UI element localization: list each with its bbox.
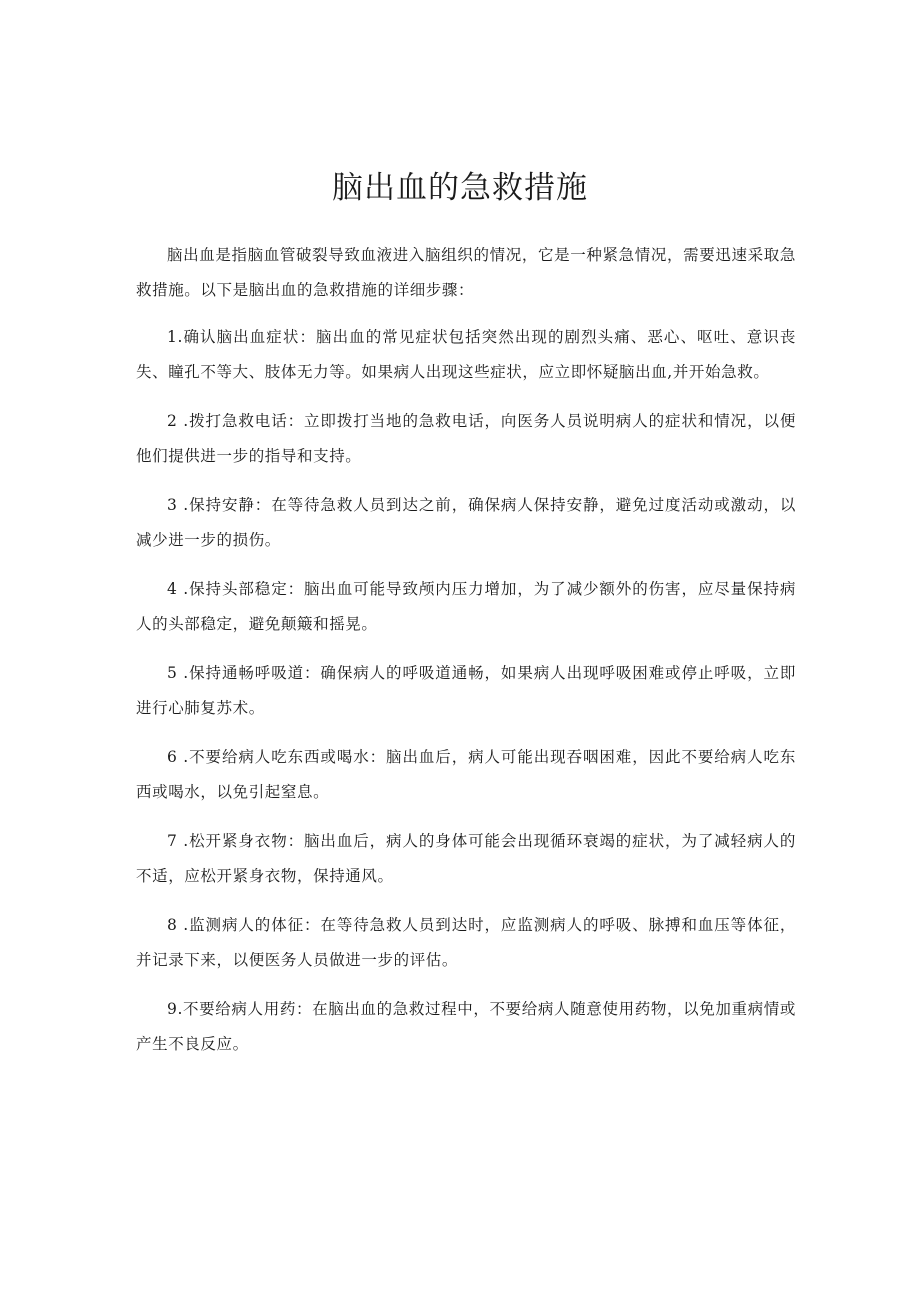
item-text: 确认脑出血症状：脑出血的常见症状包括突然出现的剧烈头痛、恶心、呕吐、意识丧失、瞳孔不等大、肢体无力等。如果病人出现这些症状，应立即怀疑脑出血,并开始急救。 bbox=[136, 328, 796, 381]
list-item-2 bbox=[136, 404, 796, 474]
list-item-6 bbox=[136, 740, 796, 810]
page-title: 脑出血的急救措施 bbox=[332, 170, 588, 206]
item-number: 4 . bbox=[167, 580, 189, 598]
item-text: 保持头部稳定：脑出血可能导致颅内压力增加，为了减少额外的伤害，应尽量保持病人的头部稳定，避免颠簸和摇晃。 bbox=[136, 580, 797, 633]
item-text: 保持通畅呼吸道：确保病人的呼吸道通畅，如果病人出现呼吸困难或停止呼吸，立即进行心肺复苏术。 bbox=[136, 664, 797, 717]
list-item-1 bbox=[136, 320, 796, 390]
item-text: 监测病人的体征：在等待急救人员到达时，应监测病人的呼吸、脉搏和血压等体征，并记录下来，以便医务人员做进一步的评估。 bbox=[136, 916, 797, 969]
item-text: 不要给病人吃东西或喝水：脑出血后，病人可能出现吞咽困难，因此不要给病人吃东西或喝水，以免引起窒息。 bbox=[136, 748, 797, 801]
item-number: 6 . bbox=[167, 748, 189, 766]
list-item-8 bbox=[136, 908, 796, 978]
intro-paragraph: 脑出血是指脑血管破裂导致血液进入脑组织的情况，它是一种紧急情况，需要迅速采取急救措施。以下是脑出血的急救措施的详细步骤： bbox=[136, 246, 796, 299]
item-text: 松开紧身衣物：脑出血后，病人的身体可能会出现循环衰竭的症状，为了减轻病人的不适，应松开紧身衣物，保持通风。 bbox=[136, 832, 797, 885]
item-number: 2 . bbox=[167, 412, 189, 430]
item-text: 拨打急救电话：立即拨打当地的急救电话，向医务人员说明病人的症状和情况，以便他们提供进一步的指导和支持。 bbox=[136, 412, 797, 465]
item-text: 保持安静：在等待急救人员到达之前，确保病人保持安静，避免过度活动或激动，以减少进一步的损伤。 bbox=[136, 496, 797, 549]
list-item-7 bbox=[136, 824, 796, 894]
list-item-4 bbox=[136, 572, 796, 642]
list-item-5 bbox=[136, 656, 796, 726]
item-number: 3 . bbox=[167, 496, 189, 514]
list-item-9 bbox=[136, 992, 796, 1062]
list-item-3 bbox=[136, 488, 796, 558]
item-number: 9. bbox=[167, 1000, 183, 1018]
item-number: 1. bbox=[167, 328, 183, 346]
item-text: 不要给病人用药：在脑出血的急救过程中，不要给病人随意使用药物，以免加重病情或产生不良反应。 bbox=[136, 1000, 796, 1053]
item-number: 5 . bbox=[167, 664, 189, 682]
item-number: 8 . bbox=[167, 916, 189, 934]
item-number: 7 . bbox=[167, 832, 189, 850]
document-body bbox=[136, 238, 796, 1076]
